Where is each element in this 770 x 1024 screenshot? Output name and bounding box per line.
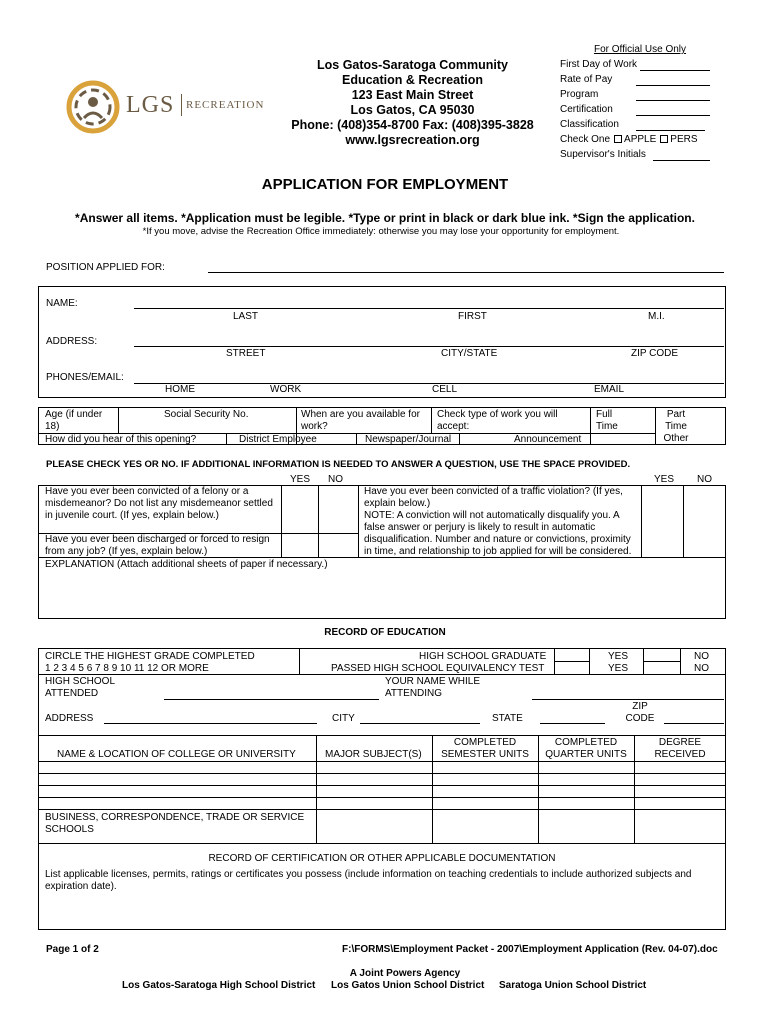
part-time-option[interactable]: Part Time <box>665 409 687 432</box>
school-city-label: CITY <box>332 713 355 724</box>
address-city-caption: CITY/STATE <box>441 348 498 359</box>
full-time-option[interactable]: Full Time <box>596 409 618 432</box>
name-attending-label: YOUR NAME WHILE ATTENDING <box>385 676 481 699</box>
hs-attended-input[interactable] <box>164 699 379 700</box>
newspaper-option[interactable]: Newspaper/Journal <box>365 434 452 445</box>
school-state-input[interactable] <box>540 723 605 724</box>
org-street: 123 East Main Street <box>351 88 474 102</box>
pers-label: PERS <box>670 134 698 145</box>
college-name-header: NAME & LOCATION OF COLLEGE OR UNIVERSITY <box>57 749 296 760</box>
sub-instructions: *If you move, advise the Recreation Office immediately: otherwise you may lose your opportunity for employment. <box>142 226 620 237</box>
business-schools-label: BUSINESS, CORRESPONDENCE, TRADE OR SERVICE SCHOOLS <box>45 812 305 835</box>
phones-input[interactable] <box>134 383 724 384</box>
traffic-question: Have you ever been convicted of a traffic violation? (If yes, explain below.) <box>364 486 623 509</box>
district-3: Saratoga Union School District <box>499 980 647 991</box>
equiv-no[interactable]: NO <box>694 663 709 674</box>
work-type-label: Check type of work you will accept: <box>437 409 558 432</box>
official-first-day: First Day of Work <box>560 59 638 70</box>
org-header <box>285 58 540 148</box>
address-street-caption: STREET <box>226 348 266 359</box>
file-path: F:\FORMS\Employment Packet - 2007\Employment Application (Rev. 04-07).doc <box>342 944 718 955</box>
agency-label: A Joint Powers Agency <box>349 968 461 979</box>
org-website: www.lgsrecreation.org <box>345 133 480 147</box>
hs-yes[interactable]: YES <box>608 651 629 662</box>
official-use-box <box>560 44 720 164</box>
official-classification: Classification <box>560 119 619 130</box>
other-option[interactable]: Other <box>663 433 689 444</box>
hs-attended-label: HIGH SCHOOL ATTENDED <box>45 676 115 699</box>
name-label: NAME: <box>46 298 78 309</box>
org-name: Los Gatos-Saratoga Community <box>317 58 508 72</box>
pers-checkbox[interactable] <box>660 135 668 143</box>
name-first-caption: FIRST <box>458 311 487 322</box>
equiv-yes[interactable]: YES <box>608 663 629 674</box>
discharged-question: Have you ever been discharged or forced to resign from any job? (If yes, explain below.) <box>45 534 270 557</box>
name-mi-caption: M.I. <box>648 311 665 322</box>
address-input[interactable] <box>134 346 724 347</box>
apple-checkbox[interactable] <box>614 135 622 143</box>
official-check-one: Check One <box>560 134 611 145</box>
yes-header-right: YES <box>654 474 675 485</box>
grade-label: CIRCLE THE HIGHEST GRADE COMPLETED <box>45 651 255 662</box>
check-heading: PLEASE CHECK YES OR NO. IF ADDITIONAL INFORMATION IS NEEDED TO ANSWER A QUESTION, USE THE SPACE PROVIDED. <box>46 459 631 470</box>
hear-label: How did you hear of this opening? <box>45 434 197 445</box>
official-rate: Rate of Pay <box>560 74 613 85</box>
name-attending-input[interactable] <box>532 699 724 700</box>
address-zip-caption: ZIP CODE <box>631 348 679 359</box>
district-2: Los Gatos Union School District <box>331 980 485 991</box>
certification-text: List applicable licenses, permits, ratings or certificates you possess (include information on teaching credentials to include authorized subjects and expiration date). <box>45 869 692 892</box>
logo <box>66 80 265 134</box>
availability-label: When are you available for work? <box>301 409 420 432</box>
major-header: MAJOR SUBJECT(S) <box>325 749 422 760</box>
phone-work-caption: WORK <box>270 384 302 395</box>
district-employee-option[interactable]: District Employee <box>239 434 317 445</box>
hs-no[interactable]: NO <box>694 651 709 662</box>
grade-options[interactable]: 1 2 3 4 5 6 7 8 9 10 11 12 OR MORE <box>45 663 209 674</box>
official-program: Program <box>560 89 599 100</box>
logo-sub: RECREATION <box>186 99 265 111</box>
position-input[interactable] <box>208 272 724 273</box>
page-number: Page 1 of 2 <box>46 944 99 955</box>
official-certification: Certification <box>560 104 613 115</box>
org-division: Education & Recreation <box>342 73 483 87</box>
school-state-label: STATE <box>492 713 523 724</box>
ssn-label: Social Security No. <box>164 409 249 420</box>
official-supervisor: Supervisor's Initials <box>560 149 646 160</box>
phones-label: PHONES/EMAIL: <box>46 372 124 383</box>
personal-info-box <box>38 286 726 398</box>
school-zip-input[interactable] <box>664 723 724 724</box>
explanation-label: EXPLANATION (Attach additional sheets of paper if necessary.) <box>45 559 328 570</box>
address-label: ADDRESS: <box>46 336 98 347</box>
hs-graduate-label: HIGH SCHOOL GRADUATE <box>419 651 547 662</box>
education-heading: RECORD OF EDUCATION <box>324 627 446 638</box>
name-last-caption: LAST <box>233 311 259 322</box>
explanation-input[interactable] <box>40 572 724 617</box>
certification-heading: RECORD OF CERTIFICATION OR OTHER APPLICABLE DOCUMENTATION <box>208 853 556 864</box>
degree-header: DEGREE RECEIVED <box>654 737 706 760</box>
certification-input[interactable] <box>40 895 724 928</box>
school-city-input[interactable] <box>360 723 480 724</box>
announcement-option[interactable]: Announcement <box>514 434 582 445</box>
phone-email-caption: EMAIL <box>594 384 625 395</box>
logo-emblem-icon <box>66 80 120 134</box>
school-address-label: ADDRESS <box>45 713 94 724</box>
position-label: POSITION APPLIED FOR: <box>46 262 165 273</box>
org-city: Los Gatos, CA 95030 <box>350 103 475 117</box>
phone-cell-caption: CELL <box>432 384 458 395</box>
school-address-input[interactable] <box>104 723 317 724</box>
no-header-left: NO <box>328 474 343 485</box>
age-label: Age (if under 18) <box>45 409 103 432</box>
yes-header-left: YES <box>290 474 311 485</box>
org-phone: Phone: (408)354-8700 Fax: (408)395-3828 <box>291 118 534 132</box>
district-1: Los Gatos-Saratoga High School District <box>122 980 316 991</box>
conviction-note: NOTE: A conviction will not automatically disqualify you. A false answer or perjury is likely to result in automatic disqualification. Number and nature or convictions, proximity in time, and relationship to job applied for will be considered. <box>364 510 632 557</box>
equivalency-label: PASSED HIGH SCHOOL EQUIVALENCY TEST <box>331 663 545 674</box>
logo-text: LGS <box>126 92 175 118</box>
quarter-units-header: COMPLETED QUARTER UNITS <box>545 737 627 760</box>
felony-question: Have you ever been convicted of a felony or a misdemeanor? Do not list any misdemeanor settled in juvenile court. (If yes, explain below.) <box>45 486 273 521</box>
instructions: *Answer all items. *Application must be legible. *Type or print in black or dark blue ink. *Sign the application. <box>75 211 695 225</box>
phone-home-caption: HOME <box>165 384 195 395</box>
school-zip-label: ZIP CODE <box>625 701 655 724</box>
page-title: APPLICATION FOR EMPLOYMENT <box>261 176 509 193</box>
semester-units-header: COMPLETED SEMESTER UNITS <box>441 737 529 760</box>
apple-label: APPLE <box>624 134 657 145</box>
name-input[interactable] <box>134 308 724 309</box>
no-header-right: NO <box>697 474 712 485</box>
official-title: For Official Use Only <box>593 44 687 55</box>
